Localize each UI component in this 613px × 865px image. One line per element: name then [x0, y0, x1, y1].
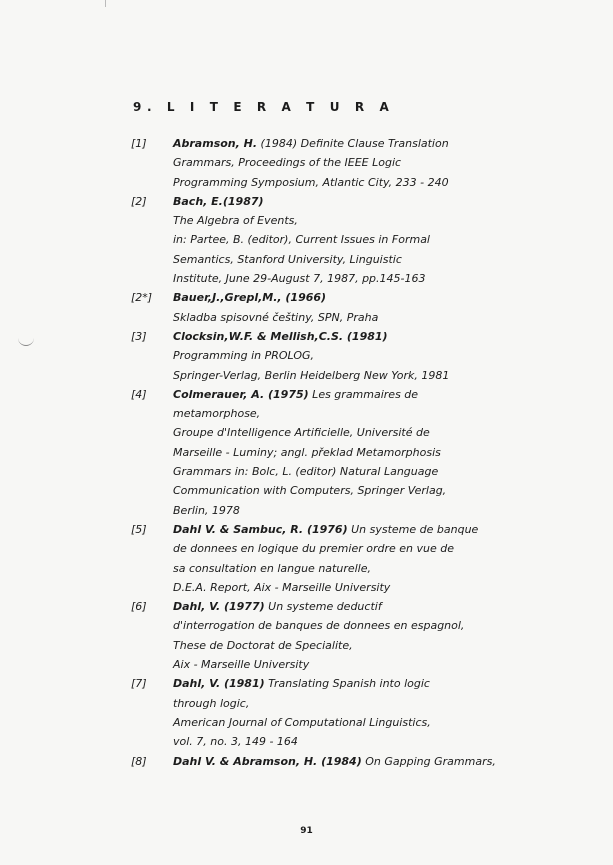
reference-number: [5] — [131, 522, 147, 536]
reference-entry — [0, 520, 613, 597]
reference-entry — [0, 597, 613, 674]
reference-entry — [0, 674, 613, 751]
reference-author: Colmerauer, A. (1975) — [173, 387, 309, 401]
reference-entry — [0, 288, 613, 327]
reference-number: [7] — [131, 677, 147, 691]
reference-first-line — [0, 597, 613, 616]
reference-title-start: Un systeme deductif — [264, 600, 382, 614]
reference-number: [4] — [131, 387, 147, 401]
page-number: 91 — [300, 826, 313, 836]
reference-author: Clocksin,W.F. & Mellish,C.S. (1981) — [173, 329, 388, 343]
reference-line: Grammars, Proceedings of the IEEE Logic — [173, 156, 402, 170]
reference-entry — [0, 134, 613, 192]
reference-entry — [0, 192, 613, 288]
section-heading: 9. L I T E R A T U R A — [133, 100, 395, 114]
reference-title-start: Les grammaires de — [308, 387, 419, 401]
reference-author: Dahl, V. (1981) — [173, 677, 265, 691]
reference-title-start: Translating Spanish into logic — [264, 677, 430, 691]
reference-author: Bach, E.(1987) — [173, 194, 264, 208]
reference-line: Marseille - Luminy; angl. překlad Metamorphosis — [173, 445, 441, 459]
reference-author: Abramson, H. — [173, 137, 258, 150]
reference-author: Dahl V. & Abramson, H. (1984) — [173, 754, 362, 768]
reference-author: Bauer,J.,Grepl,M., (1966) — [173, 291, 327, 305]
reference-first-line — [0, 134, 613, 153]
reference-line: Grammars in: Bolc, L. (editor) Natural Language — [173, 465, 439, 479]
reference-title-start: On Gapping Grammars, — [361, 754, 496, 768]
reference-line: The Algebra of Events, — [173, 214, 298, 228]
reference-number: [1] — [131, 137, 147, 150]
reference-line: metamorphose, — [173, 407, 261, 421]
reference-first-line — [0, 327, 613, 346]
reference-number: [2*] — [131, 291, 153, 305]
reference-title-start: (1984) Definite Clause Translation — [257, 137, 449, 150]
reference-entry — [0, 327, 613, 385]
reference-first-line — [0, 674, 613, 693]
reference-author: Dahl V. & Sambuc, R. (1976) — [173, 522, 348, 536]
reference-first-line — [0, 288, 613, 307]
reference-number: [6] — [131, 600, 147, 614]
scan-mark — [105, 0, 106, 7]
reference-number: [8] — [131, 754, 147, 768]
reference-line: These de Doctorat de Specialite, — [173, 638, 353, 652]
reference-line: d'interrogation de banques de donnees en espagnol, — [173, 619, 465, 633]
reference-line: through logic, — [173, 696, 250, 710]
reference-number: [3] — [131, 329, 147, 343]
reference-line: vol. 7, no. 3, 149 - 164 — [173, 735, 298, 749]
reference-line: sa consultation en langue naturelle, — [173, 561, 371, 575]
reference-line: D.E.A. Report, Aix - Marseille University — [173, 580, 391, 594]
reference-line: Berlin, 1978 — [173, 503, 240, 517]
reference-line: Semantics, Stanford University, Linguistic — [173, 252, 402, 266]
reference-first-line — [0, 752, 613, 771]
reference-line: Groupe d'Intelligence Artificielle, Université de — [173, 426, 430, 440]
reference-number: [2] — [131, 194, 147, 208]
reference-line: Communication with Computers, Springer Verlag, — [173, 484, 447, 498]
reference-line: Institute, June 29-August 7, 1987, pp.145-163 — [173, 272, 426, 286]
reference-line: Programming in PROLOG, — [173, 349, 314, 363]
reference-first-line — [0, 520, 613, 539]
reference-first-line — [0, 385, 613, 404]
reference-line: in: Partee, B. (editor), Current Issues in Formal — [173, 233, 430, 247]
reference-line: Programming Symposium, Atlantic City, 233 - 240 — [173, 175, 449, 189]
reference-line: Springer-Verlag, Berlin Heidelberg New York, 1981 — [173, 368, 450, 382]
reference-line: de donnees en logique du premier ordre en vue de — [173, 542, 454, 556]
reference-entry — [0, 752, 613, 771]
reference-line: Aix - Marseille University — [173, 658, 310, 672]
reference-entry — [0, 385, 613, 520]
reference-first-line — [0, 192, 613, 211]
reference-title-start: Un systeme de banque — [347, 522, 479, 536]
reference-author: Dahl, V. (1977) — [173, 600, 265, 614]
reference-line: Skladba spisovné češtiny, SPN, Praha — [173, 310, 379, 324]
reference-list — [0, 134, 613, 771]
reference-line: American Journal of Computational Linguistics, — [173, 715, 431, 729]
